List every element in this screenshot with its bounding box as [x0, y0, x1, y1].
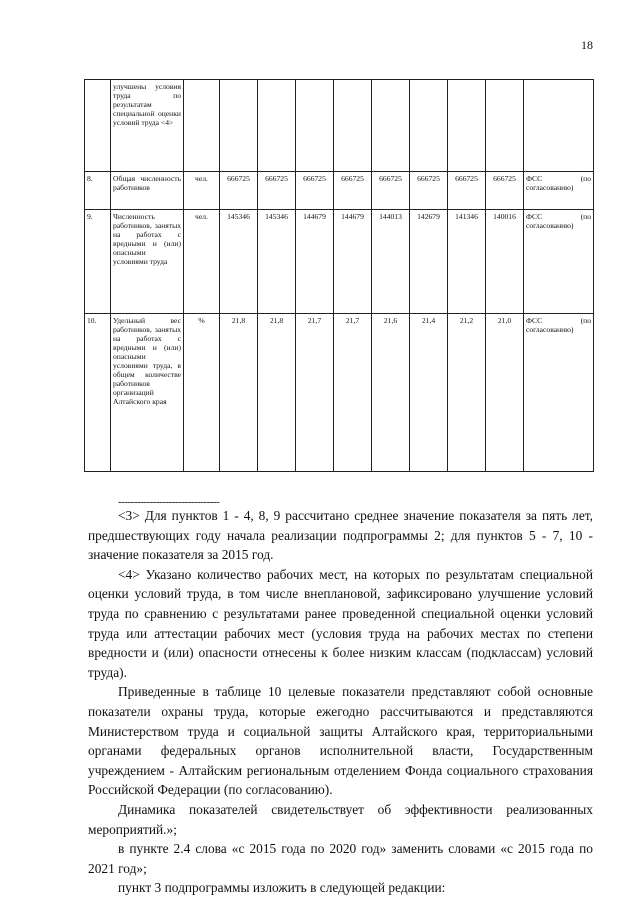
row-number — [85, 80, 111, 172]
value-cell — [296, 80, 334, 172]
value-cell — [486, 80, 524, 172]
row-number: 9. — [85, 210, 111, 314]
value-cell: 141346 — [448, 210, 486, 314]
unit-cell: чел. — [184, 210, 220, 314]
value-cell: 144013 — [372, 210, 410, 314]
value-cell: 666725 — [258, 172, 296, 210]
value-cell: 140016 — [486, 210, 524, 314]
value-cell: 145346 — [258, 210, 296, 314]
body-paragraph: Приведенные в таблице 10 целевые показатели представляют собой основные показатели охраны труда, которые ежегодно рассчитываются и представляются Министерством труда и социальной защиты Алтайского края, территориальными органами федеральных органов исполнительной власти, Государственным учреждением - Алтайским региональным отделением Фонда социального страхования Российской Федерации (по согласованию). — [88, 684, 593, 798]
unit-cell — [184, 80, 220, 172]
footnote-4: <4> Указано количество рабочих мест, на которых по результатам специальной оценки условий труда, в том числе внеплановой, зафиксировано улучшение условий труда по сравнению с результатами ранее проведенной специальной оценки условий труда или аттестации рабочих мест (условия труда на рабочих местах по степени вредности и (или) опасности отнесены к более низким классам (подклассам) условий труда). — [88, 566, 593, 680]
body-text — [88, 506, 593, 898]
row-number: 10. — [85, 314, 111, 472]
table-row — [85, 210, 594, 314]
indicator-name: Удельный вес работников, занятых на работах с вредными и (или) опасными условиями труда, в общем количестве работников организаций Алтайского края — [111, 314, 184, 472]
unit-cell: чел. — [184, 172, 220, 210]
value-cell: 21,7 — [334, 314, 372, 472]
body-paragraph: пункт 3 подпрограммы изложить в следующей редакции: — [118, 880, 446, 896]
body-paragraph: Динамика показателей свидетельствует об эффективности реализованных мероприятий.»; — [88, 801, 593, 837]
body-paragraph: в пункте 2.4 слова «с 2015 года по 2020 год» заменить словами «с 2015 года по 2021 год»; — [88, 841, 593, 876]
value-cell: 144679 — [334, 210, 372, 314]
indicators-table — [84, 79, 594, 472]
footnote-3: <3> Для пунктов 1 - 4, 8, 9 рассчитано среднее значение показателя за пять лет, предшествующих году начала реализации подпрограммы 2; для пунктов 5 - 7, 10 - значение показателя за 2015 год. — [88, 508, 593, 563]
indicator-name: Численность работников, занятых на работах с вредными и (или) опасными условиями труда — [111, 210, 184, 314]
value-cell: 21,7 — [296, 314, 334, 472]
source-cell: ФСС (по согласованию) — [524, 172, 594, 210]
unit-cell: % — [184, 314, 220, 472]
value-cell: 142679 — [410, 210, 448, 314]
value-cell: 21,8 — [258, 314, 296, 472]
value-cell: 144679 — [296, 210, 334, 314]
value-cell: 145346 — [220, 210, 258, 314]
source-cell — [524, 80, 594, 172]
value-cell: 666725 — [296, 172, 334, 210]
table-row — [85, 172, 594, 210]
value-cell — [220, 80, 258, 172]
value-cell — [448, 80, 486, 172]
value-cell: 21,8 — [220, 314, 258, 472]
indicator-name: Общая численность работников — [111, 172, 184, 210]
table-row — [85, 314, 594, 472]
value-cell: 666725 — [372, 172, 410, 210]
value-cell — [334, 80, 372, 172]
page-number: 18 — [581, 38, 593, 52]
value-cell — [372, 80, 410, 172]
value-cell: 666725 — [334, 172, 372, 210]
value-cell: 21,0 — [486, 314, 524, 472]
row-number: 8. — [85, 172, 111, 210]
value-cell: 666725 — [220, 172, 258, 210]
value-cell: 21,2 — [448, 314, 486, 472]
value-cell — [258, 80, 296, 172]
value-cell: 666725 — [448, 172, 486, 210]
table-row — [85, 80, 594, 172]
source-cell: ФСС (по согласованию) — [524, 210, 594, 314]
value-cell: 666725 — [410, 172, 448, 210]
value-cell: 666725 — [486, 172, 524, 210]
indicator-name: улучшены условия труда по результатам специальной оценки условий труда <4> — [111, 80, 184, 172]
value-cell: 21,6 — [372, 314, 410, 472]
value-cell — [410, 80, 448, 172]
footnote-separator: -------------------------------- — [118, 496, 220, 508]
source-cell: ФСС (по согласованию) — [524, 314, 594, 472]
value-cell: 21,4 — [410, 314, 448, 472]
